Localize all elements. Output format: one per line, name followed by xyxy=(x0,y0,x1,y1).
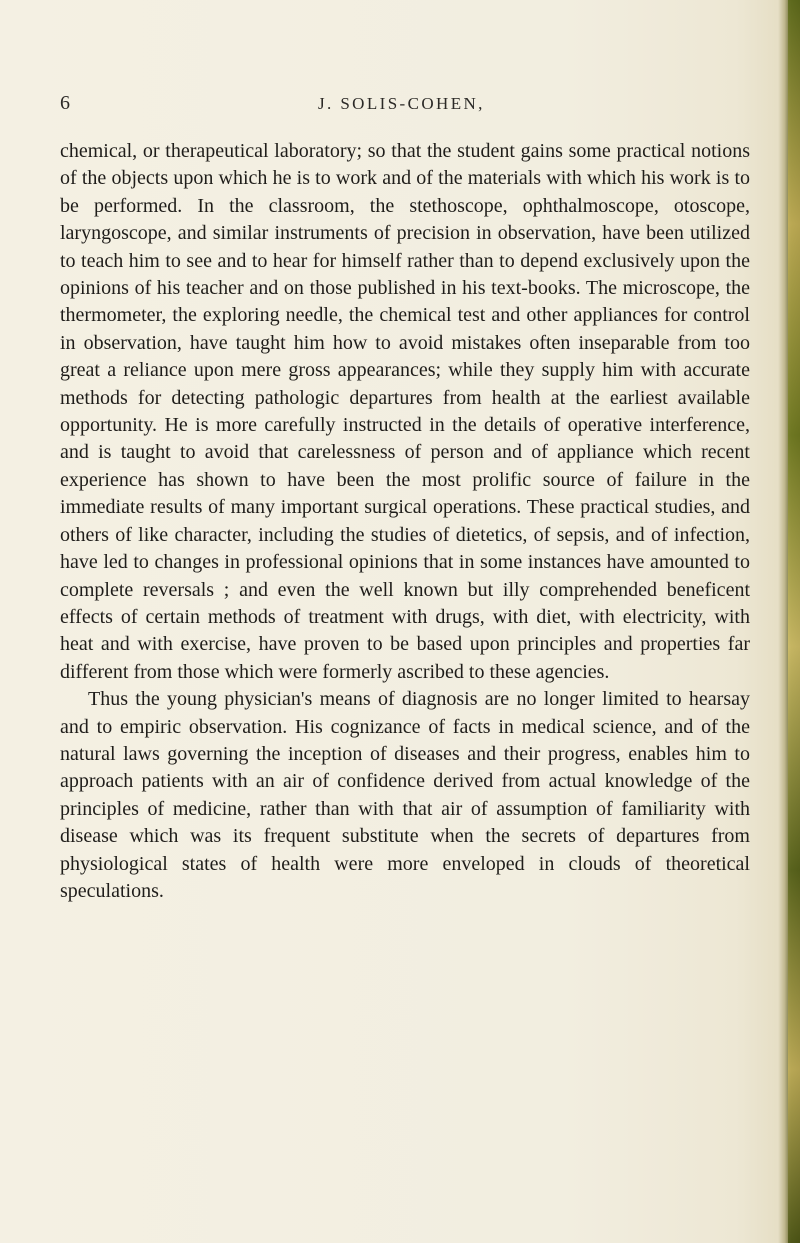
body-text xyxy=(60,138,750,905)
paragraph-continuation: chemical, or therapeutical laboratory; so that the student gains some practical notions of the objects upon which he is to work and of the materials with which his work is to be performed. In the classroom, the stethoscope, ophthalmoscope, otoscope, laryngoscope, and similar instruments of precision in observation, have been utilized to teach him to see and to hear for himself rather than to depend exclusively upon the opinions of his teacher and on those published in his text-books. The microscope, the thermometer, the exploring needle, the chemical test and other appliances for control in observation, have taught him how to avoid mistakes often inseparable from too great a reliance upon mere gross appearances; while they supply him with accurate methods for detecting pathologic departures from health at the earliest available opportunity. He is more carefully instructed in the details of operative interference, and is taught to avoid that carelessness of person and of appliance which recent experience has shown to have been the most prolific source of failure in the immediate results of many important surgical operations. These practical studies, and others of like character, including the studies of dietetics, of sepsis, and of infection, have led to changes in professional opinions that in some instances have amounted to complete reversals ; and even the well known but illy comprehended beneficent effects of certain methods of treatment with drugs, with diet, with electricity, with heat and with exercise, have proven to be based upon principles and properties far different from those which were formerly ascribed to these agencies. xyxy=(60,140,750,683)
running-title: J. SOLIS-COHEN, xyxy=(318,94,485,113)
page-edge-discoloration xyxy=(788,0,800,1243)
running-header xyxy=(60,92,750,132)
paragraph-diagnosis: Thus the young physician's means of diagnosis are no longer limited to hearsay and to empiric observation. His cognizance of facts in medical science, and of the natural laws governing the inception of diseases and their progress, enables him to approach patients with an air of confidence derived from actual knowledge of the principles of medicine, rather than with that air of assumption of familiarity with disease which was its frequent substitute when the secrets of departures from physiological states of health were more enveloped in clouds of theoretical speculations. xyxy=(60,688,750,902)
page-number: 6 xyxy=(60,92,70,114)
